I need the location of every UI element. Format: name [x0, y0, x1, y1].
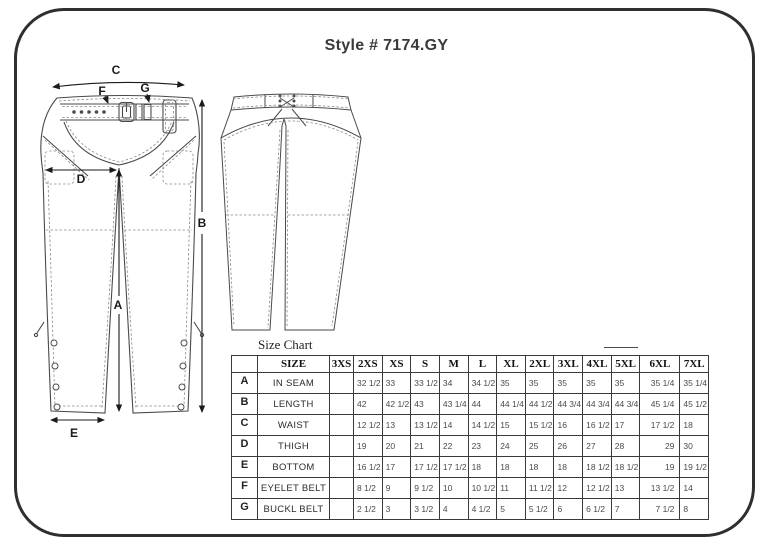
value-cell: 23 — [468, 436, 497, 457]
row-label: BOTTOM — [258, 457, 330, 478]
value-cell: 25 — [525, 436, 554, 457]
value-cell: 4 1/2 — [468, 499, 497, 520]
dim-label-eyelet-belt: F — [98, 84, 106, 98]
row-letter: A — [232, 373, 258, 394]
value-cell: 35 1/4 — [680, 373, 709, 394]
column-header: S — [411, 356, 440, 373]
value-cell: 45 1/4 — [640, 394, 680, 415]
value-cell: 13 — [382, 415, 411, 436]
value-cell: 33 1/2 — [411, 373, 440, 394]
value-cell: 21 — [411, 436, 440, 457]
value-cell: 20 — [382, 436, 411, 457]
value-cell: 4 — [439, 499, 468, 520]
column-header: 3XS — [330, 356, 354, 373]
value-cell: 13 — [611, 478, 640, 499]
value-cell: 5 1/2 — [525, 499, 554, 520]
value-cell: 35 — [583, 373, 612, 394]
value-cell: 9 — [382, 478, 411, 499]
back-lace-eyelets — [279, 95, 296, 108]
value-cell: 35 — [611, 373, 640, 394]
row-letter: E — [232, 457, 258, 478]
value-cell: 24 — [497, 436, 526, 457]
value-cell: 45 1/2 — [680, 394, 709, 415]
value-cell: 6 1/2 — [583, 499, 612, 520]
dim-label-bottom: E — [69, 426, 79, 440]
value-cell: 27 — [583, 436, 612, 457]
value-cell: 35 — [497, 373, 526, 394]
value-cell — [330, 394, 354, 415]
row-label: WAIST — [258, 415, 330, 436]
table-row — [232, 394, 709, 415]
back-view-drawing — [218, 78, 368, 350]
column-header: 2XL — [525, 356, 554, 373]
value-cell: 5 — [497, 499, 526, 520]
column-header: 3XL — [554, 356, 583, 373]
column-header: L — [468, 356, 497, 373]
value-cell — [330, 415, 354, 436]
row-letter: C — [232, 415, 258, 436]
dim-label-waist: C — [111, 63, 121, 77]
table-row — [232, 457, 709, 478]
value-cell: 44 3/4 — [554, 394, 583, 415]
value-cell: 10 — [439, 478, 468, 499]
value-cell: 3 — [382, 499, 411, 520]
size-chart-body — [232, 373, 709, 520]
value-cell: 16 — [554, 415, 583, 436]
value-cell: 42 1/2 — [382, 394, 411, 415]
value-cell: 44 1/4 — [497, 394, 526, 415]
back-stitch-lines — [224, 96, 358, 328]
value-cell: 29 — [640, 436, 680, 457]
column-header: M — [439, 356, 468, 373]
value-cell: 13 1/2 — [411, 415, 440, 436]
value-cell: 44 3/4 — [583, 394, 612, 415]
value-cell: 44 3/4 — [611, 394, 640, 415]
row-letter: F — [232, 478, 258, 499]
value-cell: 11 — [497, 478, 526, 499]
column-header: 6XL — [640, 356, 680, 373]
row-letter: B — [232, 394, 258, 415]
table-row — [232, 436, 709, 457]
table-row — [232, 373, 709, 394]
row-letter: G — [232, 499, 258, 520]
value-cell: 14 1/2 — [468, 415, 497, 436]
value-cell: 17 — [382, 457, 411, 478]
value-cell: 14 — [680, 478, 709, 499]
row-label: BUCKL BELT — [258, 499, 330, 520]
value-cell: 15 1/2 — [525, 415, 554, 436]
column-header: XS — [382, 356, 411, 373]
value-cell: 10 1/2 — [468, 478, 497, 499]
value-cell: 8 — [680, 499, 709, 520]
value-cell: 19 — [354, 436, 383, 457]
value-cell: 30 — [680, 436, 709, 457]
value-cell: 9 1/2 — [411, 478, 440, 499]
value-cell: 44 1/2 — [525, 394, 554, 415]
value-cell: 18 1/2 — [611, 457, 640, 478]
value-cell: 34 — [439, 373, 468, 394]
value-cell: 28 — [611, 436, 640, 457]
column-header: 2XS — [354, 356, 383, 373]
table-row — [232, 478, 709, 499]
value-cell: 34 1/2 — [468, 373, 497, 394]
row-letter: D — [232, 436, 258, 457]
value-cell: 14 — [439, 415, 468, 436]
value-cell — [330, 499, 354, 520]
value-cell: 42 — [354, 394, 383, 415]
row-label: EYELET BELT — [258, 478, 330, 499]
value-cell: 18 1/2 — [583, 457, 612, 478]
value-cell: 3 1/2 — [411, 499, 440, 520]
value-cell: 18 — [525, 457, 554, 478]
value-cell: 43 1/4 — [439, 394, 468, 415]
value-cell: 8 1/2 — [354, 478, 383, 499]
value-cell: 12 1/2 — [354, 415, 383, 436]
size-chart-table — [231, 355, 709, 520]
corner-cell — [232, 356, 258, 373]
value-cell — [330, 457, 354, 478]
value-cell: 33 — [382, 373, 411, 394]
value-cell: 12 1/2 — [583, 478, 612, 499]
belt-eyelets — [72, 110, 106, 114]
column-header: 5XL — [611, 356, 640, 373]
column-header: XL — [497, 356, 526, 373]
size-chart-label: Size Chart — [258, 337, 313, 352]
sixl-overline — [604, 347, 638, 348]
chaps-back-outline — [221, 94, 361, 330]
table-row — [232, 415, 709, 436]
column-header: 4XL — [583, 356, 612, 373]
value-cell: 17 1/2 — [640, 415, 680, 436]
dim-label-inseam: A — [113, 298, 123, 312]
value-cell — [330, 436, 354, 457]
value-cell: 2 1/2 — [354, 499, 383, 520]
dim-label-thigh: D — [76, 172, 86, 186]
row-label: LENGTH — [258, 394, 330, 415]
size-chart-head — [232, 356, 709, 373]
value-cell: 26 — [554, 436, 583, 457]
value-cell: 15 — [497, 415, 526, 436]
value-cell: 32 1/2 — [354, 373, 383, 394]
value-cell: 7 1/2 — [640, 499, 680, 520]
front-view-drawing — [30, 56, 218, 448]
table-row — [232, 499, 709, 520]
value-cell: 17 1/2 — [411, 457, 440, 478]
dim-label-length: B — [197, 216, 207, 230]
value-cell — [330, 478, 354, 499]
value-cell: 18 — [497, 457, 526, 478]
value-cell: 19 — [640, 457, 680, 478]
column-header: 7XL — [680, 356, 709, 373]
column-header: SIZE — [258, 356, 330, 373]
value-cell — [330, 373, 354, 394]
value-cell: 44 — [468, 394, 497, 415]
value-cell: 16 1/2 — [354, 457, 383, 478]
value-cell: 17 1/2 — [439, 457, 468, 478]
value-cell: 17 — [611, 415, 640, 436]
value-cell: 13 1/2 — [640, 478, 680, 499]
value-cell: 12 — [554, 478, 583, 499]
row-label: THIGH — [258, 436, 330, 457]
value-cell: 35 — [525, 373, 554, 394]
page-title: Style # 7174.GY — [324, 37, 449, 54]
value-cell: 11 1/2 — [525, 478, 554, 499]
value-cell: 35 — [554, 373, 583, 394]
value-cell: 19 1/2 — [680, 457, 709, 478]
value-cell: 18 — [680, 415, 709, 436]
value-cell: 6 — [554, 499, 583, 520]
value-cell: 7 — [611, 499, 640, 520]
dim-label-buckle-belt: G — [140, 81, 150, 95]
value-cell: 22 — [439, 436, 468, 457]
value-cell: 16 1/2 — [583, 415, 612, 436]
value-cell: 18 — [554, 457, 583, 478]
value-cell: 43 — [411, 394, 440, 415]
row-label: IN SEAM — [258, 373, 330, 394]
value-cell: 18 — [468, 457, 497, 478]
value-cell: 35 1/4 — [640, 373, 680, 394]
